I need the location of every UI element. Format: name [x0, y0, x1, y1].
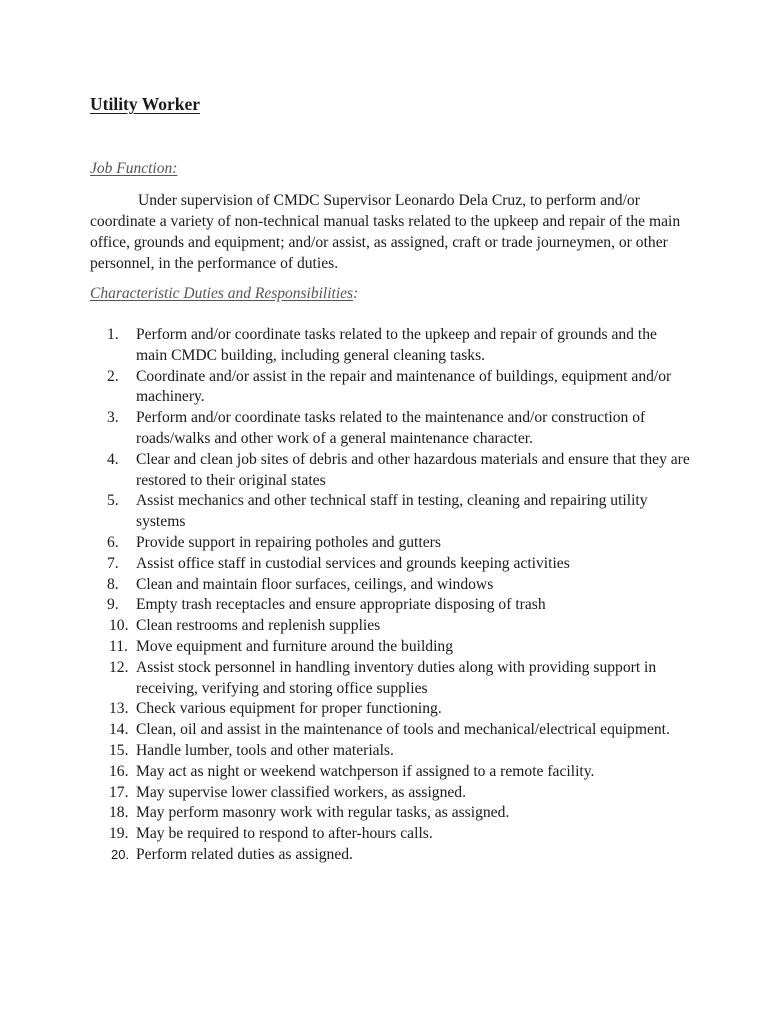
list-item-number: 17.	[109, 783, 129, 801]
document-title: Utility Worker	[90, 94, 201, 114]
list-item	[90, 616, 690, 637]
list-item	[90, 720, 690, 741]
list-item	[90, 699, 690, 720]
list-item-text: Clean, oil and assist in the maintenance of tools and mechanical/electrical equipment.	[136, 721, 670, 739]
list-item-number: 10.	[109, 617, 129, 635]
list-item-text: Coordinate and/or assist in the repair and maintenance of buildings, equipment and/or machinery.	[136, 367, 672, 406]
duties-list	[90, 325, 690, 866]
list-item-text: Assist stock personnel in handling inventory duties along with providing support in receiving, verifying and storing office supplies	[136, 658, 657, 697]
list-item-text: Clean restrooms and replenish supplies	[136, 617, 381, 635]
list-item-text: Perform related duties as assigned.	[136, 845, 353, 863]
list-item-number: 11.	[109, 637, 128, 655]
list-item-number: 3.	[107, 409, 119, 427]
list-item	[90, 803, 690, 824]
list-item-number: 12.	[109, 658, 129, 676]
list-item-text: Empty trash receptacles and ensure appropriate disposing of trash	[136, 596, 546, 614]
list-item-number: 9.	[107, 596, 119, 614]
list-item	[90, 450, 690, 492]
list-item-text: Perform and/or coordinate tasks related to the maintenance and/or construction of roads/walks and other work of a general maintenance character.	[136, 409, 646, 447]
list-item-number: 2.	[107, 367, 119, 385]
list-item-number: 15.	[109, 741, 129, 759]
list-item	[90, 658, 690, 700]
list-item	[90, 491, 690, 533]
list-item-text: Clean and maintain floor surfaces, ceilings, and windows	[136, 575, 494, 593]
list-item	[90, 575, 690, 596]
duties-heading-colon: :	[353, 285, 359, 302]
list-item	[90, 741, 690, 762]
job-function-heading-text: Job Function:	[90, 160, 178, 177]
list-item-number: 19.	[109, 825, 129, 843]
duties-heading	[90, 285, 358, 303]
list-item-text: Move equipment and furniture around the building	[136, 637, 453, 655]
duties-heading-text: Characteristic Duties and Responsibilities	[90, 285, 354, 302]
list-item	[90, 325, 690, 367]
list-item-text: Check various equipment for proper functioning.	[136, 700, 442, 718]
job-function-paragraph: Under supervision of CMDC Supervisor Leonardo Dela Cruz, to perform and/or coordinate a variety of non-technical manual tasks related to the upkeep and repair of the main office, grounds and equipment; and/or assist, as assigned, craft or trade journeymen, or other personnel, in the performance of duties.	[90, 192, 681, 272]
list-item-text: Clear and clean job sites of debris and other hazardous materials and ensure that they are restored to their original states	[136, 450, 690, 489]
list-item	[90, 783, 690, 804]
list-item-text: Assist office staff in custodial services and grounds keeping activities	[136, 554, 570, 572]
list-item-text: Provide support in repairing potholes and gutters	[136, 533, 441, 551]
list-item	[90, 554, 690, 575]
list-item-number: 1.	[107, 326, 119, 343]
list-item	[90, 845, 690, 866]
list-item	[90, 762, 690, 783]
list-item-number: 13.	[109, 700, 129, 718]
list-item-number: 6.	[107, 533, 119, 551]
list-item	[90, 533, 690, 554]
list-item-number: 5.	[107, 492, 119, 510]
list-item-number: 18.	[109, 804, 129, 822]
list-item-text: May perform masonry work with regular tasks, as assigned.	[136, 804, 510, 822]
list-item-number: 8.	[107, 575, 119, 593]
list-item-number: 20.	[111, 846, 130, 862]
list-item	[90, 824, 690, 845]
list-item	[90, 408, 690, 450]
list-item	[90, 595, 690, 616]
list-item-text: May be required to respond to after-hours calls.	[136, 825, 433, 843]
list-item-number: 14.	[109, 721, 129, 739]
list-item-number: 4.	[107, 450, 119, 468]
list-item-text: Perform and/or coordinate tasks related to the upkeep and repair of grounds and the main CMDC building, including general cleaning tasks.	[136, 326, 657, 364]
list-item-text: May act as night or weekend watchperson if assigned to a remote facility.	[136, 762, 595, 780]
list-item	[90, 367, 690, 409]
list-item-number: 16.	[109, 762, 129, 780]
list-item	[90, 637, 690, 658]
list-item-text: Assist mechanics and other technical staff in testing, cleaning and repairing utility systems	[136, 492, 648, 531]
list-item-text: Handle lumber, tools and other materials.	[136, 741, 394, 759]
job-function-heading	[90, 160, 177, 178]
list-item-text: May supervise lower classified workers, as assigned.	[136, 783, 466, 801]
list-item-number: 7.	[107, 554, 119, 572]
